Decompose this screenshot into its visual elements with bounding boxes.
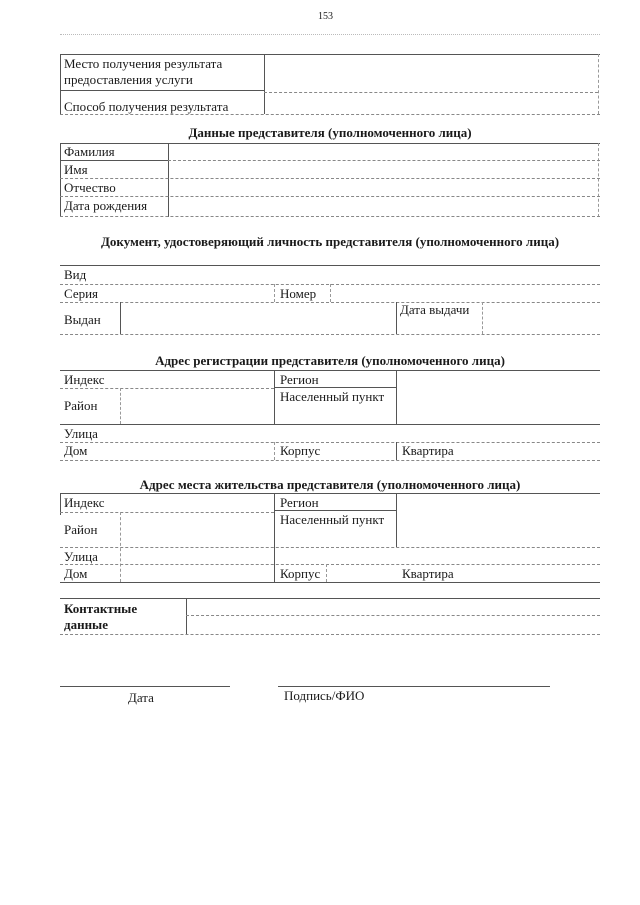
table-border (598, 143, 599, 217)
res-street-field[interactable] (124, 549, 592, 562)
doc-series-field[interactable] (110, 286, 270, 301)
surname-label: Фамилия (64, 144, 115, 159)
doc-series-label: Серия (64, 286, 99, 301)
reg-address-heading: Адрес регистрации представителя (уполномоченного лица) (155, 353, 505, 368)
patronymic-label: Отчество (64, 180, 116, 195)
table-border (60, 54, 61, 114)
table-border (60, 265, 600, 266)
res-index-label: Индекс (64, 495, 105, 510)
reg-house-field[interactable] (124, 444, 270, 458)
date-signature-line (60, 686, 230, 687)
table-border (60, 143, 600, 144)
reg-apartment-label: Квартира (402, 443, 454, 458)
table-border (60, 460, 600, 461)
issue-date-label: Дата выдачи (400, 302, 470, 317)
result-place-label: Место получения результата предоставления услуги (64, 56, 223, 87)
doc-number-field[interactable] (334, 286, 590, 301)
reg-building-field[interactable] (336, 444, 392, 458)
contacts-field[interactable] (190, 600, 592, 632)
table-border (274, 442, 275, 460)
table-border (60, 90, 264, 91)
table-border (598, 54, 599, 114)
birth-date-label: Дата рождения (64, 198, 148, 213)
table-border (168, 160, 600, 161)
rep-data-heading: Данные представителя (уполномоченного лица) (188, 125, 472, 140)
name-label: Имя (64, 162, 88, 177)
reg-region-label: Регион (280, 372, 319, 387)
table-border (60, 143, 61, 217)
table-border (274, 370, 275, 424)
res-index-field[interactable] (124, 495, 270, 509)
result-place-field[interactable] (270, 56, 590, 88)
table-border (60, 493, 600, 494)
reg-district-field[interactable] (124, 390, 270, 422)
table-border (396, 302, 397, 334)
table-border (120, 388, 121, 424)
res-apartment-label: Квартира (402, 566, 454, 581)
res-apartment-field[interactable] (470, 566, 592, 580)
table-border (60, 634, 600, 635)
res-house-label: Дом (64, 566, 88, 581)
table-border (60, 388, 274, 389)
res-building-field[interactable] (330, 566, 392, 580)
res-locality-label: Населенный пункт (280, 512, 385, 527)
table-border (60, 114, 600, 115)
table-border (120, 302, 121, 334)
reg-house-label: Дом (64, 443, 88, 458)
contacts-label: Контактные данные (64, 601, 138, 632)
table-border (274, 387, 396, 388)
reg-street-field[interactable] (124, 426, 592, 440)
reg-locality-label: Населенный пункт (280, 389, 385, 404)
table-border (396, 442, 397, 460)
reg-region-field[interactable] (400, 372, 592, 386)
surname-field[interactable] (172, 145, 592, 159)
result-method-field[interactable] (270, 94, 590, 112)
issued-by-field[interactable] (124, 305, 392, 331)
doc-type-label: Вид (64, 267, 87, 282)
reg-building-label: Корпус (280, 443, 321, 458)
table-border (60, 196, 600, 197)
date-field[interactable] (60, 668, 230, 684)
table-border (396, 370, 397, 424)
table-border (168, 143, 169, 217)
scan-artifact-line (60, 34, 600, 35)
table-border (60, 302, 600, 303)
table-border (60, 216, 600, 217)
signature-field[interactable] (278, 668, 550, 684)
table-border (60, 442, 600, 443)
res-building-label: Корпус (280, 566, 321, 581)
doc-number-label: Номер (280, 286, 317, 301)
table-border (60, 370, 600, 371)
table-border (60, 512, 274, 513)
table-border (274, 510, 396, 511)
result-method-label: Способ получения результата (64, 99, 229, 114)
reg-locality-field[interactable] (400, 390, 592, 422)
table-border (274, 493, 275, 583)
table-border (274, 284, 275, 302)
id-doc-heading: Документ, удостоверяющий личность представителя (уполномоченного лица) (100, 234, 560, 249)
table-border (60, 547, 600, 548)
reg-street-label: Улица (64, 426, 98, 441)
page-number: 153 (318, 11, 333, 22)
table-border (186, 598, 187, 634)
sign-label: Подпись/ФИО (284, 688, 365, 703)
doc-type-field[interactable] (100, 267, 590, 282)
res-house-field[interactable] (124, 566, 270, 580)
res-street-label: Улица (64, 549, 98, 564)
table-border (60, 160, 168, 161)
patronymic-field[interactable] (172, 181, 592, 195)
res-district-field[interactable] (124, 514, 270, 545)
reg-apartment-field[interactable] (470, 444, 592, 458)
issue-date-field[interactable] (486, 305, 592, 331)
res-locality-field[interactable] (400, 514, 592, 545)
reg-district-label: Район (64, 398, 98, 413)
issued-by-label: Выдан (64, 312, 101, 327)
reg-index-label: Индекс (64, 372, 105, 387)
table-border (60, 424, 600, 425)
date-label: Дата (128, 690, 154, 705)
res-district-label: Район (64, 522, 98, 537)
sign-signature-line (278, 686, 550, 687)
table-border (60, 54, 600, 55)
table-border (330, 284, 331, 302)
table-border (60, 178, 600, 179)
res-region-field[interactable] (400, 495, 592, 509)
res-region-label: Регион (280, 495, 319, 510)
table-border (60, 334, 600, 335)
birth-date-field[interactable] (172, 199, 592, 213)
table-border (60, 598, 600, 599)
table-border (264, 54, 265, 114)
table-border (482, 302, 483, 334)
table-border (396, 493, 397, 547)
res-address-heading: Адрес места жительства представителя (уполномоченного лица) (139, 477, 521, 492)
table-border (60, 564, 600, 565)
table-border (264, 92, 598, 93)
reg-index-field[interactable] (124, 372, 270, 386)
table-border (60, 582, 600, 583)
table-border (326, 564, 327, 582)
name-field[interactable] (172, 163, 592, 177)
